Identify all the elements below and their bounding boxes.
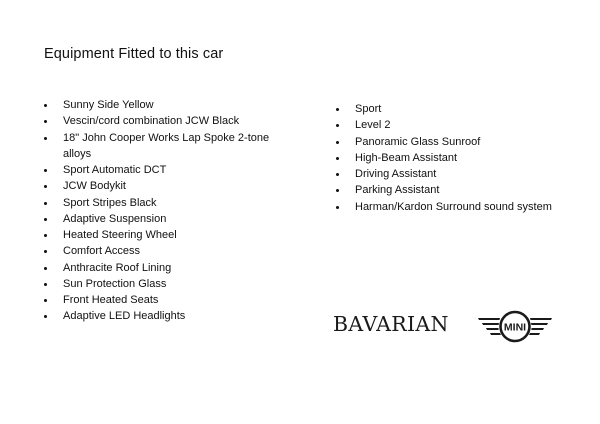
- equipment-item: Anthracite Roof Lining: [44, 260, 282, 276]
- equipment-item: Sunny Side Yellow: [44, 97, 282, 113]
- equipment-list-right: [336, 101, 576, 215]
- equipment-item: Driving Assistant: [336, 166, 576, 182]
- mini-wings-logo-icon: [476, 310, 554, 344]
- mini-logo-text: MINI: [503, 321, 527, 334]
- equipment-item: Adaptive LED Headlights: [44, 308, 282, 324]
- equipment-item: Panoramic Glass Sunroof: [336, 134, 576, 150]
- equipment-item: Sport: [336, 101, 576, 117]
- equipment-item: Sport Automatic DCT: [44, 162, 282, 178]
- equipment-item: Comfort Access: [44, 243, 282, 259]
- equipment-item: Harman/Kardon Surround sound system: [336, 199, 576, 215]
- equipment-item: Front Heated Seats: [44, 292, 282, 308]
- equipment-item: Sport Stripes Black: [44, 195, 282, 211]
- equipment-item: JCW Bodykit: [44, 178, 282, 194]
- equipment-item: Adaptive Suspension: [44, 211, 282, 227]
- equipment-item: Vescin/cord combination JCW Black: [44, 113, 282, 129]
- equipment-item: Sun Protection Glass: [44, 276, 282, 292]
- page-title: Equipment Fitted to this car: [44, 46, 224, 62]
- equipment-item: Heated Steering Wheel: [44, 227, 282, 243]
- equipment-item: 18" John Cooper Works Lap Spoke 2-tone alloys: [44, 130, 282, 163]
- equipment-item: Parking Assistant: [336, 182, 576, 198]
- equipment-item: Level 2: [336, 117, 576, 133]
- equipment-item: High-Beam Assistant: [336, 150, 576, 166]
- dealer-logo-text: BAVARIAN: [333, 312, 449, 336]
- equipment-list-left: [44, 97, 282, 325]
